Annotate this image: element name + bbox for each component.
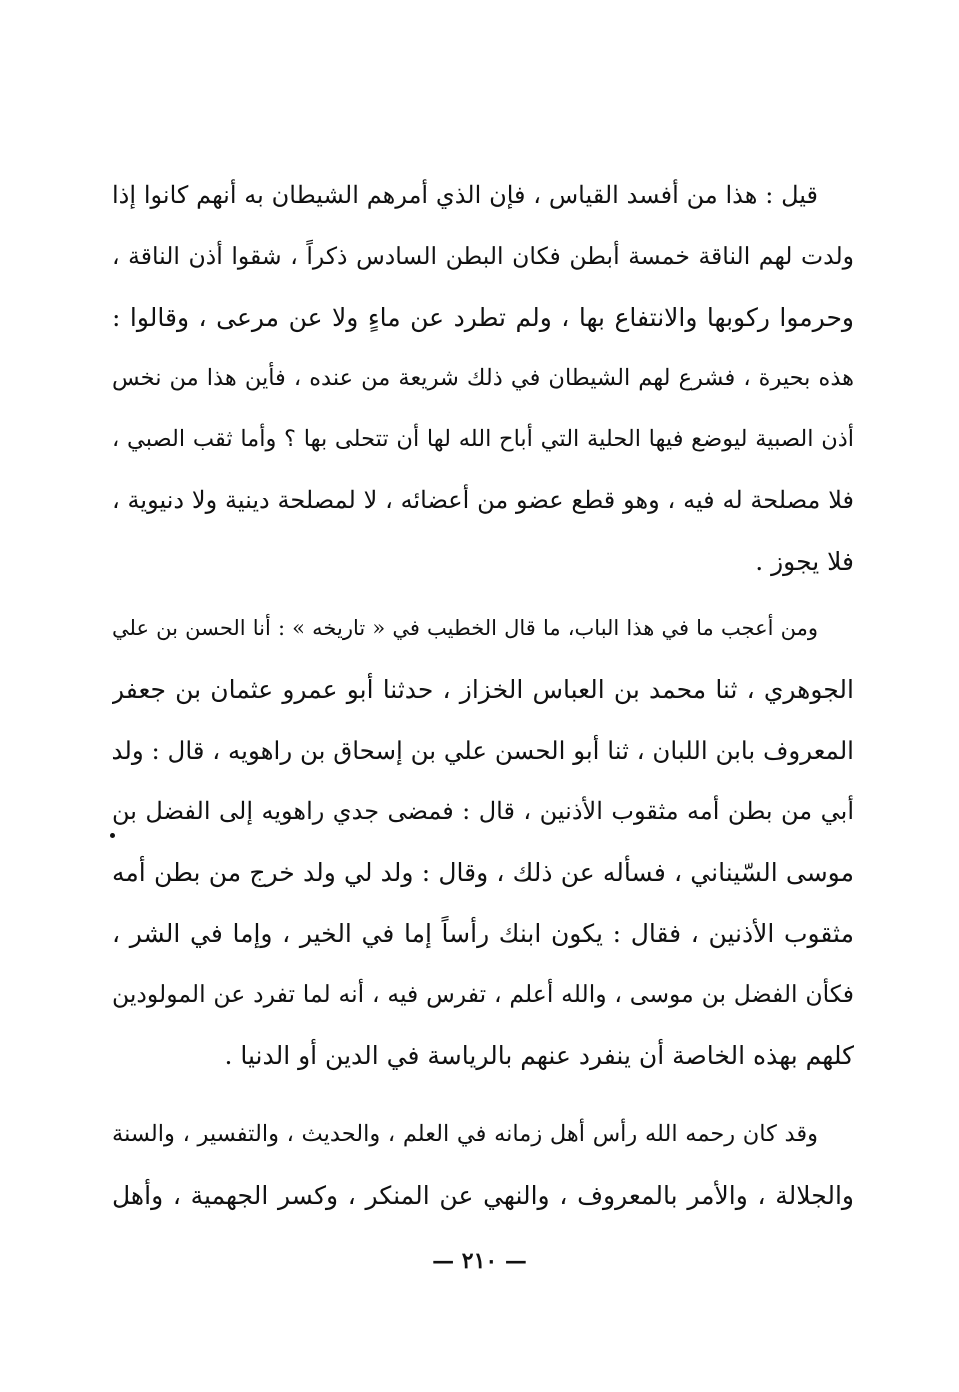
- margin-mark: [110, 833, 115, 838]
- text-line: فلا يجوز .: [755, 547, 854, 576]
- text-line: المعروف بابن اللبان ، ثنا أبو الحسن علي بن إسحاق بن راهويه ، قال : ولد: [112, 736, 854, 765]
- page-number: — ٢١٠ —: [432, 1248, 527, 1274]
- text-line: فلا مصلحة له فيه ، وهو قطع عضو من أعضائه ، لا لمصلحة دينية ولا دنيوية ،: [112, 486, 854, 514]
- paragraph-3: [112, 1104, 854, 1226]
- text-line: ومن أعجب ما في هذا الباب، ما قال الخطيب في « تاريخه » : أنا الحسن بن علي: [112, 616, 818, 640]
- text-line: والجلالة ، والأمر بالمعروف ، والنهي عن المنكر ، وكسر الجهمية ، وأهل: [112, 1181, 854, 1210]
- text-line: هذه بحيرة ، فشرع لهم الشيطان في ذلك شريعة من عنده ، فأين هذا من نخس: [112, 365, 854, 391]
- text-line: مثقوب الأذنين ، فقال : يكون ابنك رأساً إما في الخير ، وإما في الشر ،: [112, 919, 854, 948]
- text-line: كلهم بهذه الخاصة أن ينفرد عنهم بالرياسة في الدين أو الدنيا .: [224, 1041, 854, 1070]
- text-line: موسى السّيناني ، فسأله عن ذلك ، وقال : ولد لي ولد خرج من بطن أمه: [112, 858, 854, 887]
- text-line: ولدت لهم الناقة خمسة أبطن فكان البطن السادس ذكراً ، شقوا أذن الناقة ،: [112, 242, 854, 270]
- text-line: أذن الصبية ليوضع فيها الحلية التي أباح الله لها أن تتحلى بها ؟ وأما ثقب الصبي ،: [112, 426, 854, 452]
- paragraph-1: [112, 165, 854, 592]
- text-line: الجوهري ، ثنا محمد بن العباس الخزاز ، حدثنا أبو عمرو عثمان بن جعفر: [112, 675, 854, 704]
- text-line: وقد كان رحمه الله رأس أهل زمانه في العلم ، والحديث ، والتفسير ، والسنة: [112, 1121, 818, 1147]
- text-line: فكأن الفضل بن موسى ، والله أعلم ، تفرس فيه ، أنه لما تفرد عن المولودين: [112, 980, 854, 1008]
- text-line: أبي من بطن أمه مثقوب الأذنين ، قال : فمضى جدي راهويه إلى الفضل بن: [112, 797, 854, 825]
- text-line: قيل : هذا من أفسد القياس ، فإن الذي أمرهم الشيطان به أنهم كانوا إذا: [112, 181, 818, 209]
- text-line: وحرموا ركوبها والانتفاع بها ، ولم تطرد عن ماءٍ ولا عن مرعى ، وقالوا :: [112, 303, 854, 332]
- paragraph-2: [112, 598, 854, 1086]
